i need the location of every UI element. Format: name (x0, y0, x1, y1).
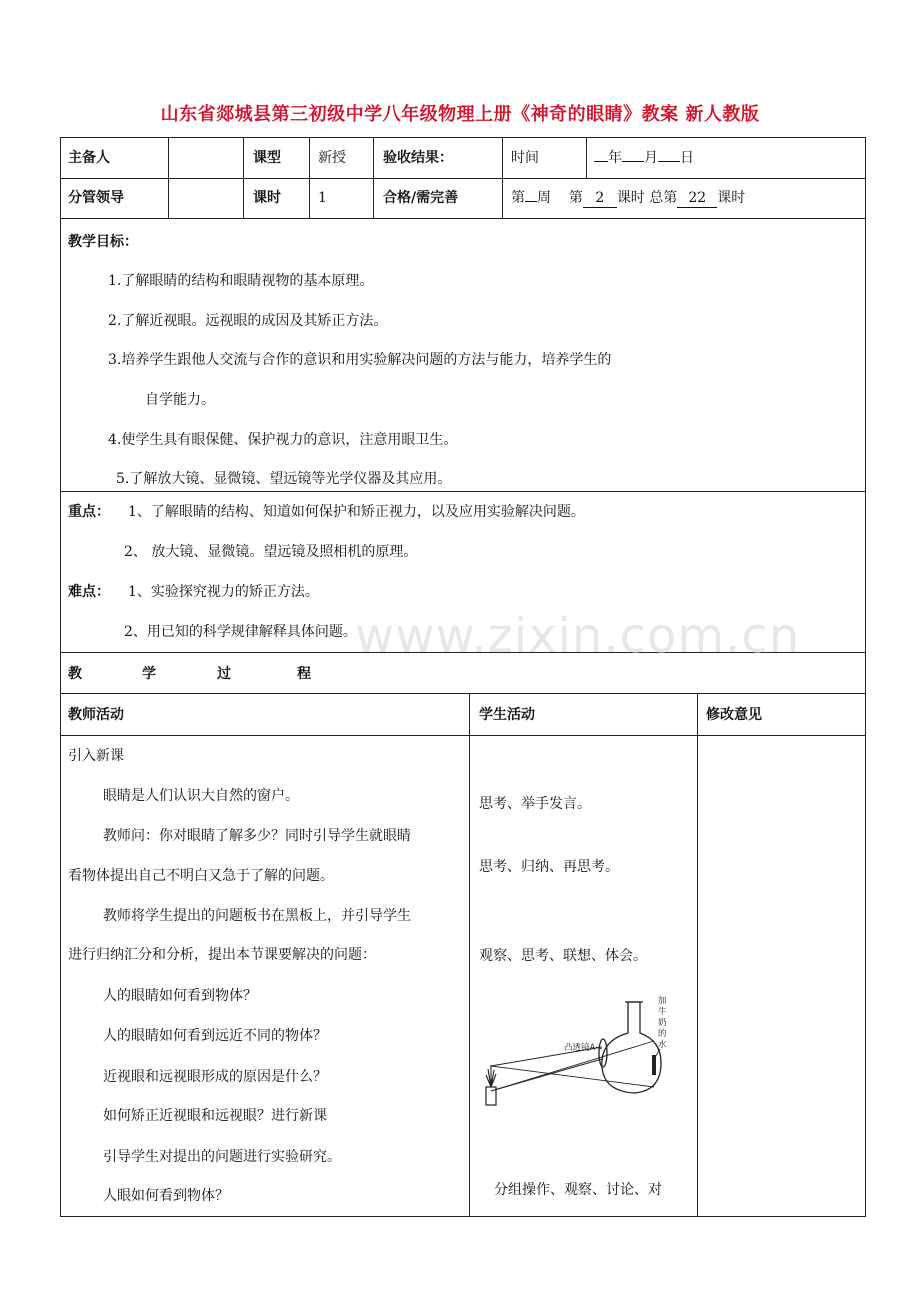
lens-label: 凸透镜A (564, 1043, 596, 1053)
objective-item: 5.了解放大镜、显微镜、望远镜等光学仪器及其应用。 (116, 471, 452, 487)
row-divider (60, 218, 866, 219)
lesson-plan-table (60, 137, 866, 1217)
preparer-label: 主备人 (68, 150, 110, 166)
row-divider (60, 735, 866, 736)
key-points-label: 重点： (68, 504, 110, 520)
teacher-line: 教师将学生提出的问题板书在黑板上，并引导学生 (103, 908, 411, 924)
process-heading-char: 程 (297, 666, 311, 682)
row-divider (60, 178, 866, 179)
schedule-field: 第 周 第 2 课时 总第 22 课时 (511, 190, 746, 206)
difficulties-label: 难点： (68, 584, 110, 600)
col-divider (502, 137, 503, 218)
time-label: 时间 (511, 150, 539, 166)
class-hours-value: 1 (318, 190, 327, 206)
process-heading-char: 学 (142, 666, 156, 682)
teacher-line: 人眼如何看到物体？ (103, 1188, 229, 1204)
col-divider (697, 693, 698, 1217)
teacher-line: 看物体提出自己不明白又急于了解的问题。 (68, 868, 334, 884)
objective-item: 2.了解近视眼。远视眼的成因及其矫正方法。 (108, 313, 388, 329)
objective-item: 4.使学生具有眼保健、保护视力的意识，注意用眼卫生。 (108, 432, 458, 448)
teacher-line: 人的眼睛如何看到物体？ (103, 988, 257, 1004)
objective-item: 3.培养学生跟他人交流与合作的意识和用实验解决问题的方法与能力，培养学生的 (108, 352, 612, 368)
teacher-line: 教师问：你对眼睛了解多少？同时引导学生就眼睛 (103, 828, 411, 844)
student-activity-header: 学生活动 (479, 707, 535, 723)
row-divider (60, 693, 866, 694)
row-divider (60, 491, 866, 492)
acceptance-label: 验收结果： (383, 150, 453, 166)
revision-notes-header: 修改意见 (706, 707, 762, 723)
objective-item: 自学能力。 (145, 392, 215, 408)
lesson-type-value: 新授 (318, 150, 346, 166)
teacher-line: 如何矫正近视眼和远视眼？进行新课 (103, 1108, 327, 1124)
flask-label-char: 加 (658, 996, 667, 1006)
flask-label-char: 奶 (658, 1018, 667, 1028)
objective-item: 1.了解眼睛的结构和眼睛视物的基本原理。 (108, 273, 374, 289)
col-divider (168, 137, 169, 218)
page-title: 山东省郯城县第三初级中学八年级物理上册《神奇的眼睛》教案 新人教版 (160, 104, 760, 125)
teacher-line: 近视眼和远视眼形成的原因是什么？ (103, 1069, 327, 1085)
lesson-type-label: 课型 (253, 150, 281, 166)
student-line: 思考、举手发言。 (479, 796, 591, 812)
student-line: 观察、思考、联想、体会。 (479, 948, 647, 964)
leader-label: 分管领导 (68, 190, 124, 206)
teacher-line: 眼睛是人们认识大自然的窗户。 (103, 788, 299, 804)
student-line: 分组操作、观察、讨论、对 (494, 1182, 662, 1198)
pass-status-label: 合格/需完善 (383, 190, 459, 206)
process-heading-char: 教 (68, 666, 82, 682)
teacher-line: 进行归纳汇分和分析，提出本节课要解决的问题： (68, 947, 376, 963)
date-field: 年 月 日 (594, 149, 694, 167)
difficulty-item: 1、实验探究视力的矫正方法。 (128, 584, 319, 600)
col-divider (373, 137, 374, 218)
eye-model-figure (482, 995, 672, 1110)
teacher-line: 人的眼睛如何看到远近不同的物体？ (103, 1028, 327, 1044)
teacher-activity-header: 教师活动 (68, 707, 124, 723)
teacher-line: 引入新课 (68, 748, 124, 764)
objectives-heading: 教学目标： (68, 234, 138, 250)
flask-label-char: 水 (658, 1040, 667, 1050)
col-divider (586, 137, 587, 178)
flask-label-char: 的 (658, 1029, 667, 1039)
process-heading-char: 过 (217, 666, 231, 682)
col-divider (309, 137, 310, 218)
col-divider (469, 693, 470, 1217)
key-point-item: 2、 放大镜、显微镜。望远镜及照相机的原理。 (124, 544, 418, 560)
flask-label-char: 牛 (658, 1007, 667, 1017)
watermark: www.zixin.com.cn (355, 608, 801, 664)
class-hours-label: 课时 (253, 190, 281, 206)
difficulty-item: 2、用已知的科学规律解释具体问题。 (124, 624, 357, 640)
student-line: 思考、归纳、再思考。 (479, 859, 619, 875)
col-divider (243, 137, 244, 218)
key-point-item: 1、了解眼睛的结构、知道如何保护和矫正视力，以及应用实验解决问题。 (128, 504, 585, 520)
teacher-line: 引导学生对提出的问题进行实验研究。 (103, 1149, 341, 1165)
